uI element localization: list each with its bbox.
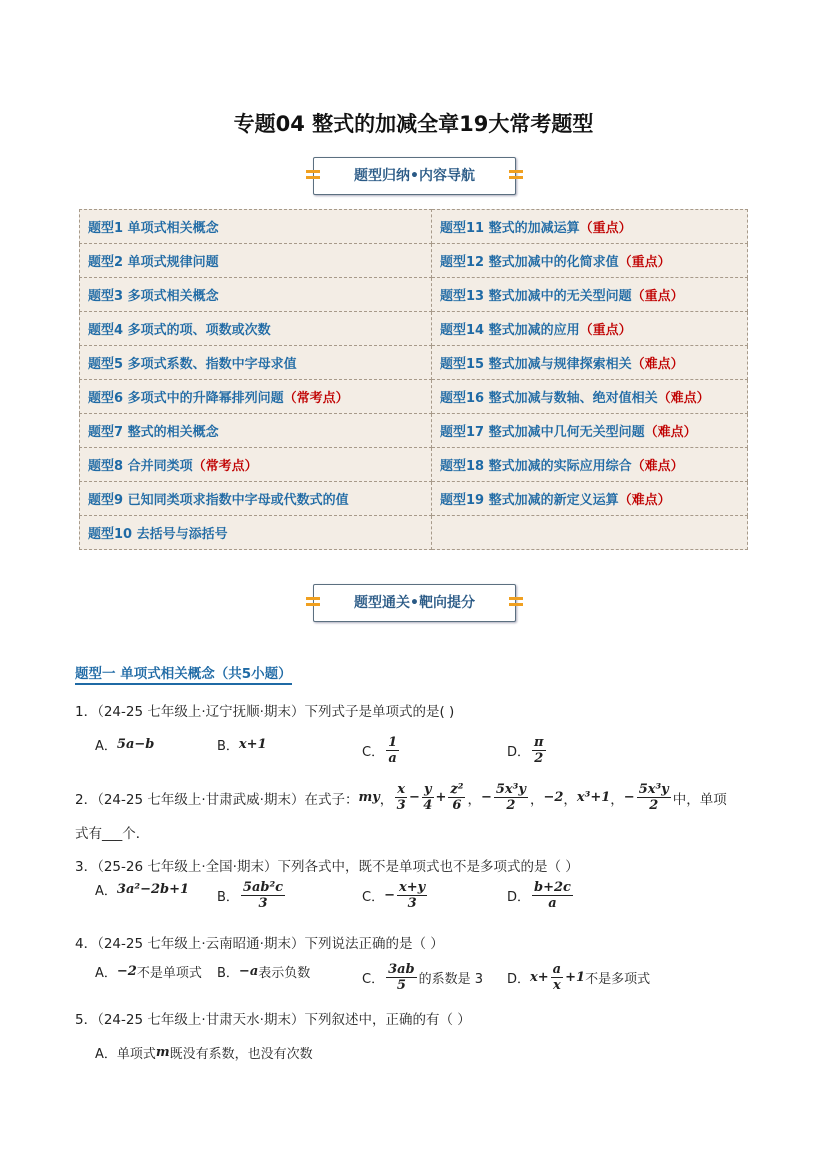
toc-item[interactable]: [80, 244, 432, 278]
toc-item-label: 题型17 整式加减中几何无关型问题: [440, 425, 645, 440]
toc-row: [80, 312, 748, 346]
text: A．: [95, 884, 117, 899]
text: 不是单项式: [136, 966, 202, 981]
math-expression: −2: [543, 790, 564, 805]
numerator: a: [552, 962, 562, 977]
toc-item-label: 题型19 整式加减的新定义运算: [440, 493, 619, 508]
section-heading: 题型一 单项式相关概念（共5小题）: [75, 666, 292, 685]
banner-decoration-icon: [306, 594, 320, 612]
text: B．: [217, 890, 239, 905]
question-3: 3．（25-26 七年级上·全国·期末）下列各式中，既不是单项式也不是多项式的是（ ）: [75, 859, 579, 875]
numerator: z²: [450, 782, 464, 797]
fraction: [637, 782, 671, 813]
text: D．: [507, 972, 531, 987]
denominator: a: [388, 751, 397, 766]
fraction: [386, 735, 399, 766]
toc-item-tag: （常考点）: [192, 459, 258, 474]
toc-item[interactable]: [432, 448, 748, 482]
toc-item[interactable]: [80, 516, 432, 550]
toc-item-tag: （难点）: [618, 493, 671, 508]
option-A: [95, 962, 202, 981]
text: A．: [95, 966, 117, 981]
toc-item-label: 题型15 整式加减与规律探索相关: [440, 357, 632, 372]
option-C: [362, 735, 401, 766]
toc-item-label: 题型12 整式加减中的化简求值: [440, 255, 619, 270]
numerator: 5ab²c: [242, 880, 284, 895]
toc-item-tag: （难点）: [631, 459, 684, 474]
math-expression: x+1: [238, 737, 267, 752]
toc-item[interactable]: [432, 516, 748, 550]
toc-item-tag: （难点）: [657, 391, 710, 406]
text: D．: [507, 745, 531, 760]
text: A．单项式: [95, 1047, 156, 1062]
fraction: [386, 962, 417, 993]
toc-row: [80, 278, 748, 312]
question-1: 1．（24-25 七年级上·辽宁抚顺·期末）下列式子是单项式的是( ): [75, 704, 455, 720]
toc-item[interactable]: [80, 210, 432, 244]
denominator: 2: [534, 751, 544, 766]
toc-item[interactable]: [80, 448, 432, 482]
denominator: x: [553, 978, 561, 993]
toc-item-label: 题型4 多项式的项、项数或次数: [88, 323, 271, 338]
toc-row: [80, 380, 748, 414]
toc-row: [80, 414, 748, 448]
toc-item-label: 题型7 整式的相关概念: [88, 425, 219, 440]
toc-item[interactable]: [432, 210, 748, 244]
banner-decoration-icon: [509, 167, 523, 185]
math-expression: −: [480, 790, 492, 805]
option-A: [95, 880, 189, 899]
toc-item-label: 题型13 整式加减中的无关型问题: [440, 289, 632, 304]
denominator: 2: [506, 798, 516, 813]
text: 表示负数: [258, 966, 311, 981]
toc-item[interactable]: [432, 278, 748, 312]
toc-item-label: 题型10 去括号与添括号: [88, 527, 228, 542]
text: A．: [95, 739, 117, 754]
toc-row: [80, 210, 748, 244]
toc-item[interactable]: [432, 414, 748, 448]
text: ，: [467, 791, 481, 808]
numerator: π: [534, 735, 544, 750]
banner-label: 题型归纳•内容导航: [354, 168, 475, 184]
text: ，: [529, 791, 544, 808]
text: C．: [362, 972, 385, 987]
math-expression: 5a−b: [116, 737, 155, 752]
option-B: [217, 880, 287, 911]
toc-item-label: 题型11 整式的加减运算: [440, 221, 580, 236]
text: 中，单项: [672, 791, 727, 808]
toc-item-label: 题型14 整式加减的应用: [440, 323, 580, 338]
toc-item[interactable]: [432, 244, 748, 278]
fraction: [494, 782, 528, 813]
toc-item[interactable]: [432, 380, 748, 414]
math-expression: my: [358, 790, 380, 805]
fraction: [448, 782, 465, 813]
toc-item-tag: （重点）: [618, 255, 671, 270]
text: B．: [217, 966, 239, 981]
math-expression: −: [384, 888, 395, 903]
toc-item-label: 题型16 整式加减与数轴、绝对值相关: [440, 391, 658, 406]
toc-item[interactable]: [80, 380, 432, 414]
fraction: [397, 880, 427, 911]
banner-decoration-icon: [306, 167, 320, 185]
toc-item-tag: （重点）: [631, 289, 684, 304]
page-title: 专题04 整式的加减全章19大常考题型: [233, 112, 594, 136]
banner-decoration-icon: [509, 594, 523, 612]
numerator: b+2c: [534, 880, 571, 895]
toc-row: [80, 346, 748, 380]
numerator: 1: [388, 735, 398, 750]
fraction: [532, 880, 573, 911]
math-expression: +: [435, 790, 447, 805]
toc-item-label: 题型8 合并同类项: [88, 459, 193, 474]
text: 既没有系数，也没有次数: [169, 1047, 313, 1062]
math-expression: +1: [565, 970, 586, 985]
fraction: [551, 962, 563, 993]
math-expression: −a: [238, 964, 259, 979]
toc-item-label: 题型6 多项式中的升降幂排列问题: [88, 391, 284, 406]
text: D．: [507, 890, 531, 905]
text: B．: [217, 739, 239, 754]
question-2-continuation: 式有___个．: [75, 826, 150, 842]
numerator: 5x³y: [495, 782, 526, 797]
practice-banner: [313, 584, 516, 622]
option-D: [507, 735, 548, 766]
toc-row: [80, 244, 748, 278]
toc-item-label: 题型1 单项式相关概念: [88, 221, 219, 236]
toc-item[interactable]: [432, 482, 748, 516]
text: ，: [379, 791, 394, 808]
toc-item-label: 题型5 多项式系数、指数中字母求值: [88, 357, 297, 372]
toc-row: [80, 516, 748, 550]
math-expression: −2: [116, 964, 137, 979]
toc-item[interactable]: [80, 482, 432, 516]
math-expression: m: [155, 1045, 170, 1060]
fraction: [241, 880, 285, 911]
toc-item[interactable]: [80, 414, 432, 448]
denominator: 2: [649, 798, 659, 813]
toc-table: [79, 209, 748, 550]
text: ，: [563, 791, 577, 808]
toc-item-label: 题型9 已知同类项求指数中字母或代数式的值: [88, 493, 349, 508]
option-B: [217, 735, 267, 754]
text: 不是多项式: [585, 972, 651, 987]
text: 的系数是 3: [418, 972, 484, 987]
option-C: [362, 962, 483, 993]
toc-item[interactable]: [80, 312, 432, 346]
denominator: 6: [452, 798, 462, 813]
numerator: 3ab: [388, 962, 415, 977]
math-expression: −: [623, 790, 635, 805]
toc-item-tag: （重点）: [579, 323, 632, 338]
toc-item-tag: （重点）: [579, 221, 632, 236]
denominator: 3: [407, 896, 417, 911]
denominator: 5: [396, 978, 406, 993]
math-expression: 3a²−2b+1: [116, 882, 190, 897]
numerator: y: [423, 782, 432, 797]
numerator: x: [397, 782, 406, 797]
banner-label: 题型通关•靶向提分: [354, 595, 475, 611]
toc-item[interactable]: [432, 346, 748, 380]
question-5: 5．（24-25 七年级上·甘肃天水·期末）下列叙述中，正确的有（ ）: [75, 1012, 471, 1028]
math-expression: x+: [530, 970, 549, 985]
option-B: [217, 962, 310, 981]
question-2-text: 2．（24-25 七年级上·甘肃武威·期末）在式子：: [75, 791, 359, 808]
denominator: 4: [423, 798, 433, 813]
toc-item-tag: （常考点）: [283, 391, 349, 406]
fraction: [532, 735, 546, 766]
question-4: 4．（24-25 七年级上·云南昭通·期末）下列说法正确的是（ ）: [75, 936, 444, 952]
toc-item-label: 题型3 多项式相关概念: [88, 289, 219, 304]
numerator: 5x³y: [638, 782, 669, 797]
option-A: [95, 1043, 313, 1062]
toc-item-label: 题型18 整式加减的实际应用综合: [440, 459, 632, 474]
numerator: x+y: [398, 880, 426, 895]
toc-item[interactable]: [80, 278, 432, 312]
toc-item-tag: （难点）: [631, 357, 684, 372]
toc-item-tag: （难点）: [644, 425, 697, 440]
text: C．: [362, 745, 385, 760]
denominator: 3: [396, 798, 406, 813]
toc-item-label: 题型2 单项式规律问题: [88, 255, 219, 270]
toc-banner: [313, 157, 516, 195]
denominator: 3: [258, 896, 268, 911]
text: C．: [362, 890, 385, 905]
option-A: [95, 735, 154, 754]
denominator: a: [548, 896, 557, 911]
fraction: [395, 782, 407, 813]
toc-item[interactable]: [432, 312, 748, 346]
toc-row: [80, 482, 748, 516]
question-2: [75, 782, 727, 813]
text: ，: [610, 791, 624, 808]
toc-row: [80, 448, 748, 482]
fraction: [422, 782, 434, 813]
option-D: [507, 880, 575, 911]
math-expression: −: [409, 790, 420, 805]
option-C: [362, 880, 429, 911]
toc-item[interactable]: [80, 346, 432, 380]
math-expression: x³+1: [576, 790, 611, 805]
option-D: [507, 962, 650, 993]
